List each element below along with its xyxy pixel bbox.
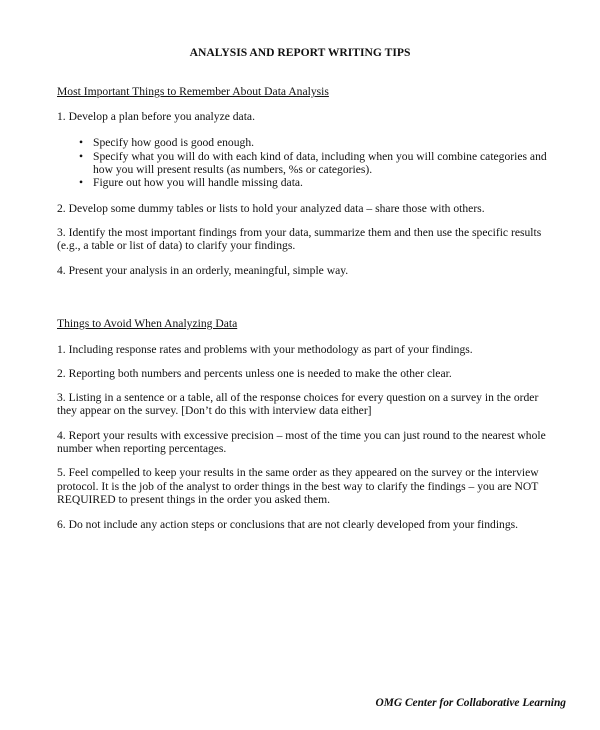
list-item-continued: number when reporting percentages.	[57, 442, 227, 455]
document-title: ANALYSIS AND REPORT WRITING TIPS	[189, 46, 411, 59]
list-item: 1. Including response rates and problems with your methodology as part of your findings.	[57, 343, 473, 356]
section-heading-important: Most Important Things to Remember About Data Analysis	[57, 85, 329, 98]
bullet-icon: •	[79, 150, 84, 163]
list-item: 6. Do not include any action steps or conclusions that are not clearly developed from your findings.	[57, 518, 519, 531]
list-item-continued: protocol. It is the job of the analyst to order things in the best way to clarify the findings – you are NOT	[57, 480, 539, 493]
list-item-continued: (e.g., a table or list of data) to clarify your findings.	[57, 239, 296, 252]
bullet-icon: •	[79, 136, 84, 149]
list-item: 4. Report your results with excessive precision – most of the time you can just round to the nearest whole	[57, 429, 546, 442]
bullet-item-continued: how you will present results (as numbers, %s or categories).	[93, 163, 373, 176]
list-item: 5. Feel compelled to keep your results in the same order as they appeared on the survey or the interview	[57, 466, 539, 479]
list-item-continued: they appear on the survey. [Don’t do this with interview data either]	[57, 404, 372, 417]
list-item: 3. Identify the most important findings from your data, summarize them and then use the specific results	[57, 226, 542, 239]
list-item: 1. Develop a plan before you analyze data.	[57, 110, 255, 123]
bullet-icon: •	[79, 176, 84, 189]
bullet-item: Figure out how you will handle missing data.	[93, 176, 303, 189]
section-heading-avoid: Things to Avoid When Analyzing Data	[57, 317, 238, 330]
list-item: 2. Reporting both numbers and percents unless one is needed to make the other clear.	[57, 367, 452, 380]
bullet-item: Specify how good is good enough.	[93, 136, 255, 149]
bullet-item: Specify what you will do with each kind of data, including when you will combine categories and	[93, 150, 547, 163]
list-item: 4. Present your analysis in an orderly, meaningful, simple way.	[57, 264, 349, 277]
list-item: 3. Listing in a sentence or a table, all of the response choices for every question on a survey in the order	[57, 391, 539, 404]
list-item-continued: REQUIRED to present things in the order you asked them.	[57, 493, 331, 506]
list-item: 2. Develop some dummy tables or lists to hold your analyzed data – share those with others.	[57, 202, 485, 215]
footer-organization: OMG Center for Collaborative Learning	[375, 697, 566, 709]
